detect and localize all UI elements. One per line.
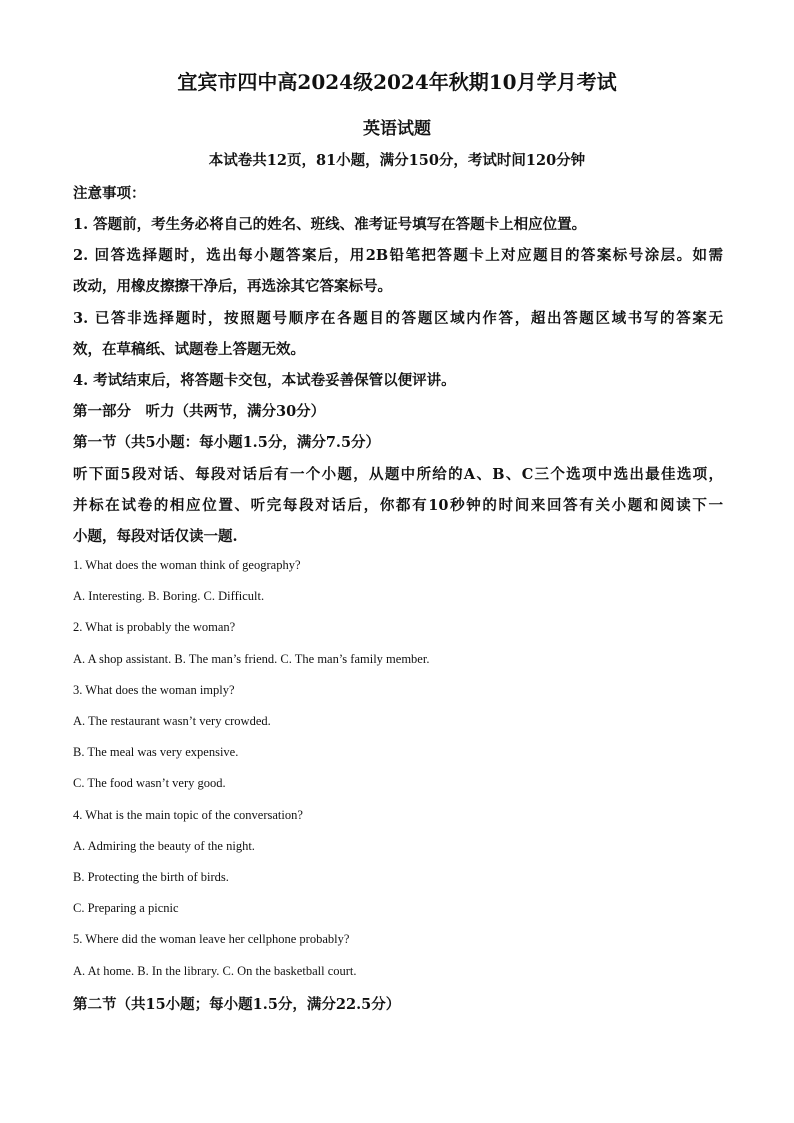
question-2: 2. What is probably the woman? xyxy=(73,620,236,634)
section1-instructions: 小题，每段对话仅读一题. xyxy=(73,528,238,545)
part1-heading: 第一部分 听力（共两节，满分30分） xyxy=(73,403,326,420)
question-4-option-b: B. Protecting the birth of birds. xyxy=(73,870,229,884)
question-3-option-b: B. The meal was very expensive. xyxy=(73,745,239,759)
question-1: 1. What does the woman think of geography? xyxy=(73,558,301,572)
section1-heading: 第一节（共5小题：每小题1.5分，满分7.5分） xyxy=(73,434,381,451)
question-5-options: A. At home. B. In the library. C. On the basketball court. xyxy=(73,964,357,978)
question-3-option-c: C. The food wasn’t very good. xyxy=(73,776,226,790)
note-item: 3. 已答非选择题时，按照题号顺序在各题目的答题区域内作答，超出答题区域书写的答案无 xyxy=(73,310,723,327)
note-item: 效，在草稿纸、试题卷上答题无效。 xyxy=(73,341,305,358)
question-4-option-a: A. Admiring the beauty of the night. xyxy=(73,839,255,853)
notes-heading: 注意事项： xyxy=(73,185,146,202)
note-item: 4. 考试结束后，将答题卡交包，本试卷妥善保管以便评讲。 xyxy=(73,372,456,389)
question-4: 4. What is the main topic of the conversation? xyxy=(73,808,303,822)
exam-title: 宜宾市四中高2024级2024年秋期10月学月考试 xyxy=(177,70,617,94)
section1-instructions: 并标在试卷的相应位置、听完每段对话后，你都有10秒钟的时间来回答有关小题和阅读下一 xyxy=(73,497,723,514)
question-4-option-c: C. Preparing a picnic xyxy=(73,901,179,915)
subject-title: 英语试题 xyxy=(363,119,431,139)
exam-info: 本试卷共12页，81小题，满分150分，考试时间120分钟 xyxy=(208,152,586,169)
question-5: 5. Where did the woman leave her cellphone probably? xyxy=(73,932,350,946)
question-2-options: A. A shop assistant. B. The man’s friend. C. The man’s family member. xyxy=(73,652,430,666)
section1-instructions: 听下面5段对话、每段对话后有一个小题，从题中所给的A、B、C三个选项中选出最佳选项， xyxy=(73,466,723,483)
section2-heading: 第二节（共15小题；每小题1.5分，满分22.5分） xyxy=(73,996,401,1013)
question-1-options: A. Interesting. B. Boring. C. Difficult. xyxy=(73,589,265,603)
note-item: 2. 回答选择题时，选出每小题答案后，用2B铅笔把答题卡上对应题目的答案标号涂层。如需 xyxy=(73,247,723,264)
note-item: 1. 答题前，考生务必将自己的姓名、班线、准考证号填写在答题卡上相应位置。 xyxy=(73,216,587,233)
question-3-option-a: A. The restaurant wasn’t very crowded. xyxy=(73,714,271,728)
note-item: 改动，用橡皮擦擦干净后，再选涂其它答案标号。 xyxy=(73,278,392,295)
question-3: 3. What does the woman imply? xyxy=(73,683,235,697)
